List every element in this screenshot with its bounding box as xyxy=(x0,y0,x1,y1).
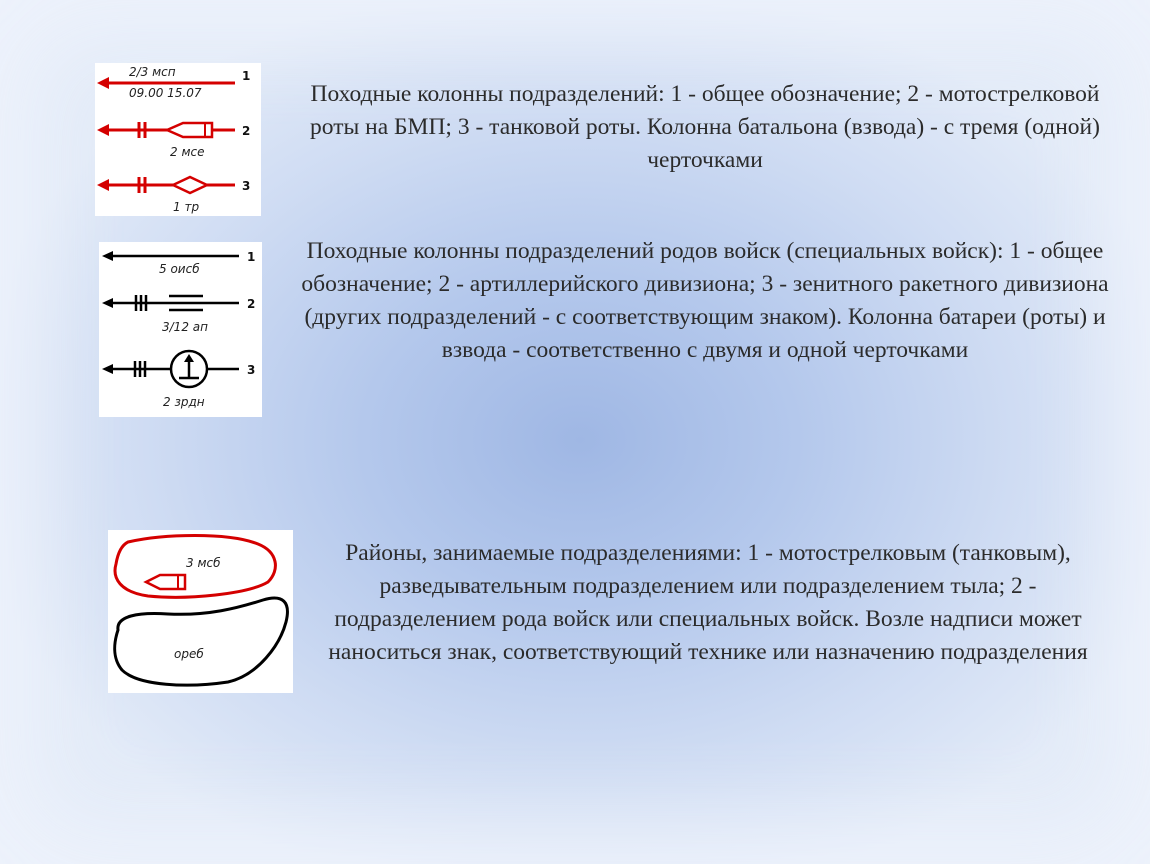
row2-arrowhead xyxy=(102,298,113,308)
row3-number: 3 xyxy=(247,363,256,377)
march-columns-diagram xyxy=(95,63,261,216)
row3-tank-sign xyxy=(173,177,207,193)
row3-label: 2 зрдн xyxy=(163,395,205,409)
row2-label: 3/12 ап xyxy=(162,320,208,334)
unit-areas-description: Районы, занимаемые подразделениями: 1 - мотострелковым (танковым), разведывательным подразделением или подразделением тыла; 2 - подразделением рода войск или специальных войск. Возле надписи может наноситься знак, соответствующий технике или назначению подразделения xyxy=(328,540,1088,665)
row3-arrowhead xyxy=(102,364,113,374)
row2-number: 2 xyxy=(242,124,251,138)
area2-label: ореб xyxy=(174,647,204,661)
row3-label: 1 тр xyxy=(173,200,200,214)
branch-columns-diagram xyxy=(99,242,262,417)
unit-areas-diagram xyxy=(108,530,293,693)
row3-number: 3 xyxy=(242,179,251,193)
area1-label: 3 мсб xyxy=(186,556,221,570)
row1-number: 1 xyxy=(242,69,251,83)
march-columns-figure xyxy=(95,63,261,216)
unit-areas-figure xyxy=(108,530,293,693)
march-columns-description: Походные колонны подразделений: 1 - общее обозначение; 2 - мотострелковой роты на БМП; 3 - танковой роты. Колонна батальона (взвода) - с тремя (одной) черточками xyxy=(310,81,1100,173)
branch-columns-description: Походные колонны подразделений родов войск (специальных войск): 1 - общее обозначение; 2 - артиллерийского дивизиона; 3 - зенитного ракетного дивизиона (других подразделений - с соответствующим знаком). Колонна батареи (роты) и взвода - соответственно с двумя и одной черточками xyxy=(301,238,1109,363)
row1-label-top: 2/3 мсп xyxy=(129,65,176,79)
branch-columns-figure xyxy=(99,242,262,417)
row2-number: 2 xyxy=(247,297,256,311)
row1-arrowhead xyxy=(102,251,113,261)
row1-label: 5 оисб xyxy=(159,262,200,276)
area2-outline xyxy=(115,598,288,685)
row1-label-bottom: 09.00 15.07 xyxy=(129,86,202,100)
row3-arrowhead xyxy=(97,179,109,191)
area1-ifv-sign xyxy=(146,575,185,589)
row2-label: 2 мсе xyxy=(170,145,205,159)
row2-arrowhead xyxy=(97,124,109,136)
row1-number: 1 xyxy=(247,250,256,264)
row1-arrowhead xyxy=(97,77,109,89)
